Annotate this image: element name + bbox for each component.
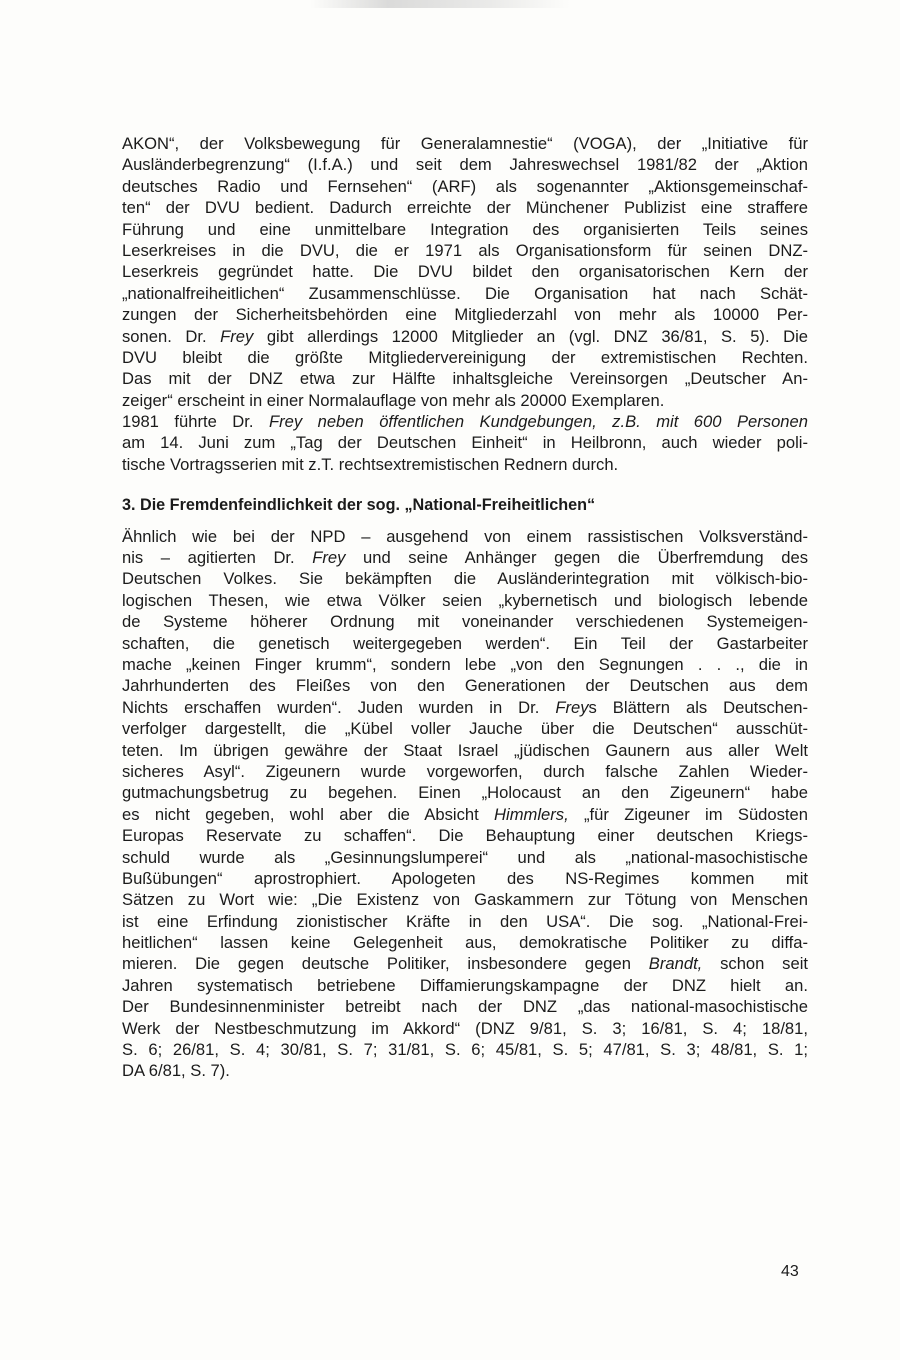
text-line: schuld wurde als „Gesinnungslumperei“ und als „national-masochistische <box>122 847 808 867</box>
text-line: Deutschen Volkes. Sie bekämpften die Ausländerintegration mit völkisch-bio- <box>122 569 808 589</box>
text-line: gutmachungsbetrug zu begehen. Einen „Holocaust an den Zigeunern“ habe <box>122 783 808 803</box>
text-line: Führung und eine unmittelbare Integration des organisierten Teils seines <box>122 219 808 239</box>
text-line: Jahrhunderten des Fleißes von den Generationen der Deutschen aus dem <box>122 676 808 696</box>
scan-artifact <box>310 0 570 8</box>
section-heading: 3. Die Fremdenfeindlichkeit der sog. „National-Freiheitlichen“ <box>122 496 596 515</box>
text-line: DA 6/81, S. 7). <box>122 1061 230 1081</box>
text-line: Jahren systematisch betriebene Diffamierungskampagne der DNZ hielt an. <box>122 975 808 995</box>
text-line: 1981 führte Dr. Frey neben öffentlichen Kundgebungen, z.B. mit 600 Personen <box>122 412 808 432</box>
paragraph-1 <box>122 133 808 411</box>
text-line: ten“ der DVU bedient. Dadurch erreichte der Münchener Publizist eine straffere <box>122 198 808 218</box>
text-line: Leserkreises in die DVU, die er 1971 als Organisationsform für seinen DNZ- <box>122 240 808 260</box>
text-line: Werk der Nestbeschmutzung im Akkord“ (DNZ 9/81, S. 3; 16/81, S. 4; 18/81, <box>122 1018 808 1038</box>
text-line: sonen. Dr. Frey gibt allerdings 12000 Mitglieder an (vgl. DNZ 36/81, S. 5). Die <box>122 326 808 346</box>
text-line: Sätzen zu Wort wie: „Die Existenz von Gaskammern zur Tötung von Menschen <box>122 890 808 910</box>
text-line: mieren. Die gegen deutsche Politiker, insbesondere gegen Brandt, schon seit <box>122 954 809 974</box>
text-line: Ähnlich wie bei der NPD – ausgehend von einem rassistischen Volksverständ- <box>122 526 808 546</box>
text-line: Das mit der DNZ etwa zur Hälfte inhaltsgleiche Vereinsorgen „Deutscher An- <box>122 369 808 389</box>
text-line: Der Bundesinnenminister betreibt nach der DNZ „das national-masochistische <box>122 997 808 1017</box>
text-line: Ausländerbegrenzung“ (I.f.A.) und seit dem Jahreswechsel 1981/82 der „Aktion <box>122 155 808 175</box>
text-line: am 14. Juni zum „Tag der Deutschen Einheit“ in Heilbronn, auch wieder poli- <box>122 433 808 453</box>
text-line: sicheres Asyl“. Zigeunern wurde vorgeworfen, durch falsche Zahlen Wieder- <box>122 761 808 781</box>
text-line: heitlichen“ lassen keine Gelegenheit aus, demokratische Politiker zu diffa- <box>122 933 808 953</box>
paragraph-3 <box>122 526 808 1082</box>
text-line: Nichts erschaffen wurden“. Juden wurden in Dr. Freys Blättern als Deutschen- <box>122 697 808 717</box>
text-line: „nationalfreiheitlichen“ Zusammenschlüsse. Die Organisation hat nach Schät- <box>122 283 808 303</box>
text-line: zeiger“ erscheint in einer Normalauflage von mehr als 20000 Exemplaren. <box>122 390 665 410</box>
text-line: logischen Thesen, wie etwa Völker seien „kybernetisch und biologisch lebende <box>122 590 808 610</box>
text-line: Leserkreis gegründet hatte. Die DVU bildet den organisatorischen Kern der <box>122 262 808 282</box>
text-line: teten. Im übrigen gewähre der Staat Israel „jüdischen Gaunern aus aller Welt <box>122 740 808 760</box>
text-line: mache „keinen Finger krumm“, sondern lebe „von den Segnungen . . ., die in <box>122 655 808 674</box>
text-line: Europas Reservate zu schaffen“. Die Behauptung einer deutschen Kriegs- <box>122 826 808 846</box>
text-line: ist eine Erfindung zionistischer Kräfte in den USA“. Die sog. „National-Frei- <box>122 911 808 931</box>
text-line: de Systeme höherer Ordnung mit voneinander verschiedenen Systemeigen- <box>122 612 808 632</box>
text-line: tische Vortragsserien mit z.T. rechtsextremistischen Rednern durch. <box>122 454 619 474</box>
text-line: S. 6; 26/81, S. 4; 30/81, S. 7; 31/81, S. 6; 45/81, S. 5; 47/81, S. 3; 48/81, S. 1; <box>122 1040 808 1060</box>
text-line: schaften, die genetisch weitergegeben werden“. Ein Teil der Gastarbeiter <box>122 633 808 653</box>
text-line: deutsches Radio und Fernsehen“ (ARF) als sogenannter „Aktionsgemeinschaf- <box>122 176 808 196</box>
text-line: AKON“, der Volksbewegung für Generalamnestie“ (VOGA), der „Initiative für <box>122 134 808 153</box>
body-text <box>122 133 808 1082</box>
text-line: verfolger dargestellt, die „Kübel voller Jauche über die Deutschen“ ausschüt- <box>122 719 808 739</box>
text-line: zungen der Sicherheitsbehörden eine Mitgliederzahl von mehr als 10000 Per- <box>122 305 808 325</box>
text-line: Bußübungen“ aprostrophiert. Apologeten des NS-Regimes kommen mit <box>122 868 808 888</box>
paragraph-2 <box>122 411 808 475</box>
text-line: DVU bleibt die größte Mitgliedervereinigung der extremistischen Rechten. <box>122 347 808 367</box>
page-number: 43 <box>781 1263 799 1280</box>
text-line: es nicht gegeben, wohl aber die Absicht Himmlers, „für Zigeuner im Südosten <box>122 804 809 824</box>
text-line: nis – agitierten Dr. Frey und seine Anhänger gegen die Überfremdung des <box>122 548 808 568</box>
